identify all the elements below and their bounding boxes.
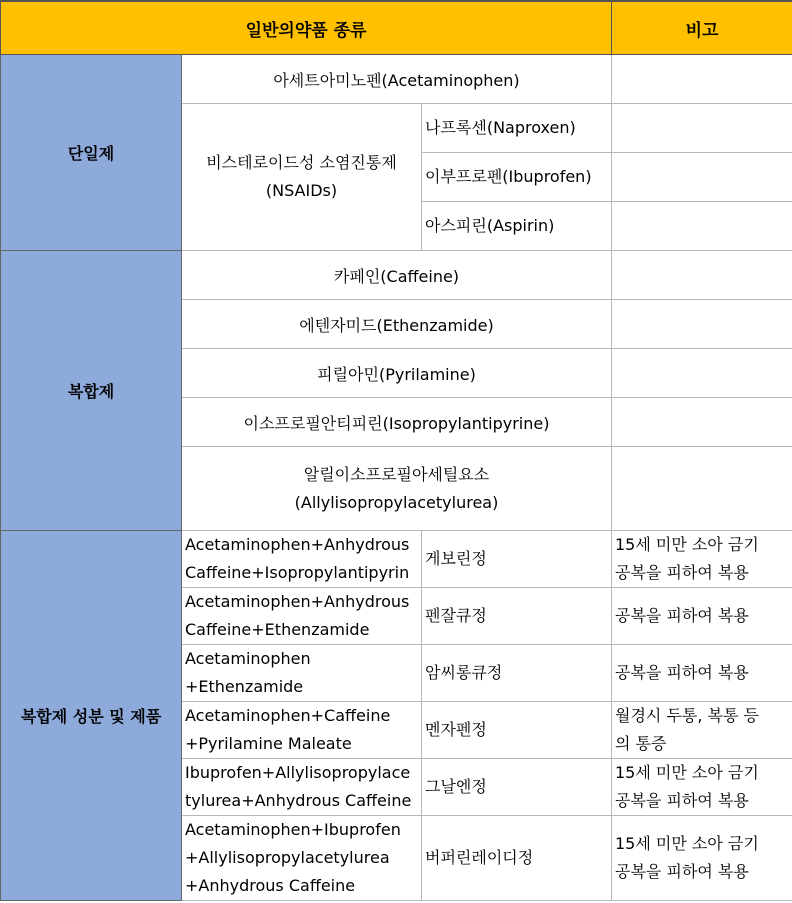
product-note [612, 588, 792, 645]
ingredient-naproxen: 나프록센(Naproxen) [422, 104, 612, 153]
category-combo: 복합제 [1, 251, 182, 531]
product-name: 버퍼린레이디정 [422, 816, 612, 901]
category-single: 단일제 [1, 55, 182, 251]
ingredient-line: tylurea+Anhydrous Caffeine [185, 791, 412, 810]
product-name: 암씨롱큐정 [422, 645, 612, 702]
category-products: 복합제 성분 및 제품 [1, 531, 182, 901]
ingredient-aspirin: 아스피린(Aspirin) [422, 202, 612, 251]
note-line: 15세 미만 소아 금기 [615, 763, 759, 782]
combo-last-line1: 알릴이소프로필아세틸요소 [303, 464, 490, 484]
single-row-acetaminophen [1, 55, 792, 104]
note-line: 월경시 두통, 복통 등 [615, 706, 759, 725]
product-note [612, 816, 792, 901]
note-cell [612, 55, 792, 104]
note-line: 공복을 피하여 복용 [615, 862, 749, 881]
combo-ingredient: 이소프로필안티피린(Isopropylantipyrine) [182, 398, 612, 447]
note-cell [612, 398, 792, 447]
product-ingredients [182, 645, 422, 702]
ingredient-line: Acetaminophen+Caffeine [185, 706, 391, 725]
note-cell [612, 153, 792, 202]
combo-ingredient: 카페인(Caffeine) [182, 251, 612, 300]
note-line: 의 통증 [615, 734, 667, 753]
ingredient-line: Ibuprofen+Allylisopropylace [185, 763, 411, 782]
header-types: 일반의약품 종류 [1, 1, 612, 55]
combo-row [1, 251, 792, 300]
ingredient-line: Caffeine+Isopropylantipyrin [185, 563, 410, 582]
product-name: 그날엔정 [422, 759, 612, 816]
product-note [612, 531, 792, 588]
combo-last-line2: (Allylisopropylacetylurea) [294, 492, 499, 512]
note-cell [612, 251, 792, 300]
ingredient-line: +Pyrilamine Maleate [185, 734, 352, 753]
ingredient-line: +Ethenzamide [185, 677, 304, 696]
ingredient-line: +Allylisopropylacetylurea [185, 848, 390, 867]
ingredient-ibuprofen: 이부프로펜(Ibuprofen) [422, 153, 612, 202]
product-ingredients [182, 531, 422, 588]
ingredient-nsaids [182, 104, 422, 251]
product-ingredients [182, 759, 422, 816]
note-cell [612, 202, 792, 251]
ingredient-line: Acetaminophen+Anhydrous [185, 535, 410, 554]
note-line: 공복을 피하여 복용 [615, 663, 749, 682]
product-ingredients [182, 816, 422, 901]
product-name: 게보린정 [422, 531, 612, 588]
ingredient-line: Acetaminophen+Ibuprofen [185, 820, 401, 839]
note-cell [612, 349, 792, 398]
note-cell [612, 104, 792, 153]
ingredient-line: Acetaminophen [185, 649, 311, 668]
note-cell [612, 447, 792, 531]
ingredient-line: +Anhydrous Caffeine [185, 876, 356, 895]
note-line: 15세 미만 소아 금기 [615, 834, 759, 853]
product-name: 멘자펜정 [422, 702, 612, 759]
header-notes: 비고 [612, 1, 792, 55]
product-row [1, 531, 792, 588]
note-line: 공복을 피하여 복용 [615, 791, 749, 810]
combo-ingredient: 피릴아민(Pyrilamine) [182, 349, 612, 398]
nsaids-line1: 비스테로이드성 소염진통제 [206, 153, 397, 172]
product-note [612, 759, 792, 816]
combo-ingredient: 에텐자미드(Ethenzamide) [182, 300, 612, 349]
product-name: 펜잘큐정 [422, 588, 612, 645]
nsaids-line2: (NSAIDs) [265, 181, 338, 200]
combo-ingredient [182, 447, 612, 531]
ingredient-acetaminophen: 아세트아미노펜(Acetaminophen) [182, 55, 612, 104]
product-ingredients [182, 588, 422, 645]
note-line: 15세 미만 소아 금기 [615, 535, 759, 554]
note-line: 공복을 피하여 복용 [615, 606, 749, 625]
product-note [612, 702, 792, 759]
ingredient-line: Caffeine+Ethenzamide [185, 620, 370, 639]
product-ingredients [182, 702, 422, 759]
product-note [612, 645, 792, 702]
note-cell [612, 300, 792, 349]
ingredient-line: Acetaminophen+Anhydrous [185, 592, 410, 611]
note-line: 공복을 피하여 복용 [615, 563, 749, 582]
header-row [1, 1, 792, 55]
